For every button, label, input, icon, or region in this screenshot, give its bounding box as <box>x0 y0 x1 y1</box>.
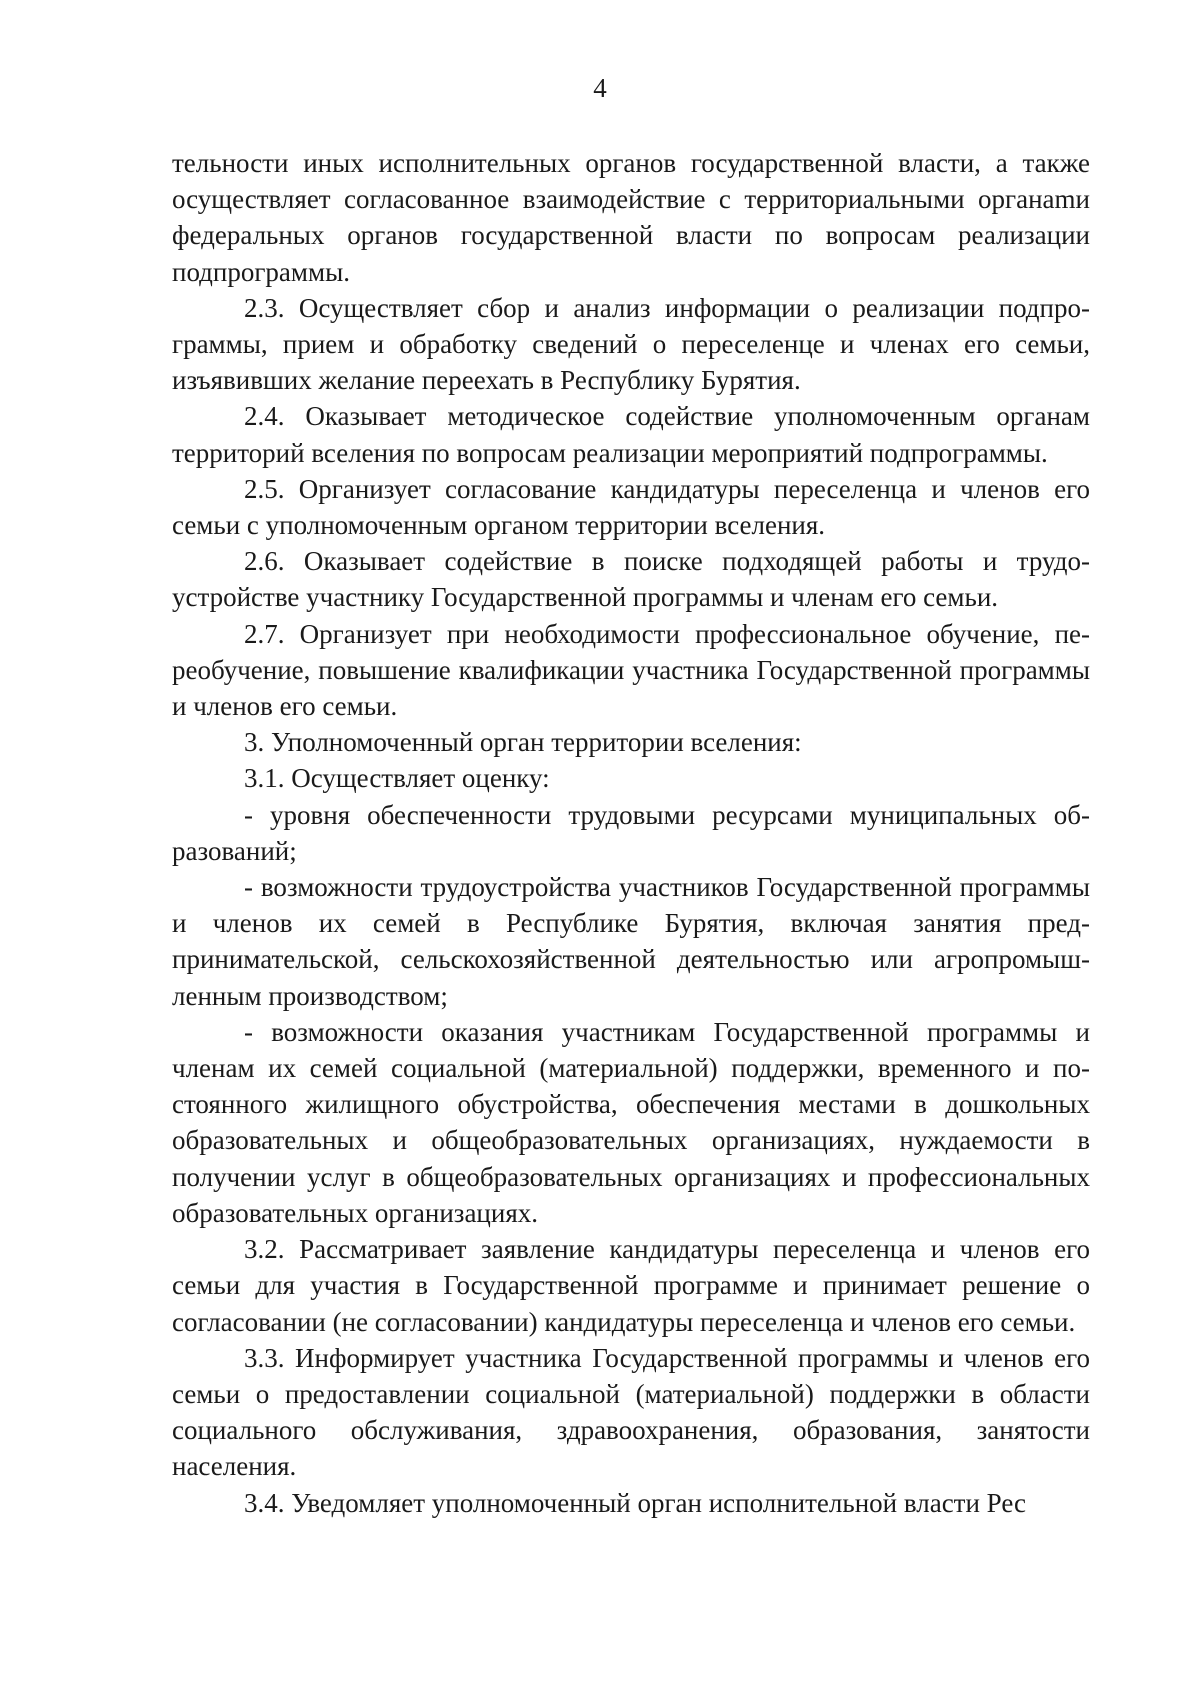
paragraph-3-3: 3.3. Информирует участника Государственной программы и членов его семьи о предоставлении социальной (материальной) поддержки в области социального обслуживания, здравоохранения, образования, занятости населения. <box>172 1342 1090 1482</box>
paragraph-2-3: 2.3. Осуществляет сбор и анализ информации о реализации подпрограммы, прием и обработку сведений о переселенце и членах его семьи, изъявивших желание переехать в Республику Бурятия. <box>172 292 1090 396</box>
paragraph-continuation: тельности иных исполнительных органов государственной власти, а также осуществляет согласованное взаимодействие с территориальными органаmи федеральных органов государственной власти по вопросам реализации подпрограммы. <box>172 148 1090 287</box>
paragraph-2-5: 2.5. Организует согласование кандидатуры переселенца и членов его семьи с уполномоченным органом территории вселения. <box>172 473 1090 541</box>
list-item-employment: - возможности трудоустройства участников Государственной программы и членов их семей в Республике Бурятия, включая занятия предпринимательской, сельскохозяйственной деятельностью или агропромышленным производством; <box>172 872 1090 1011</box>
list-item-social-support: - возможности оказания участникам Государственной программы и членам их семей социальной (материальной) поддержки, временного и постоянного жилищного обустройства, обеспечения местами в дошкольных образовательных и общеобразовательных организациях, нуждаемости в получении услуг в общеобразовательных организациях и профессиональных образовательных организациях. <box>172 1016 1090 1228</box>
paragraph-3-heading: 3. Уполномоченный орган территории вселения: <box>244 727 802 758</box>
paragraph-3-2: 3.2. Рассматривает заявление кандидатуры переселенца и членов его семьи для участия в Государственной программе и принимает решение о согласовании (не согласовании) кандидатуры переселенца и членов его семьи. <box>172 1234 1090 1337</box>
list-item-labour-resources: - уровня обеспеченности трудовыми ресурсами муниципальных образований; <box>172 799 1090 866</box>
paragraph-3-4: 3.4. Уведомляет уполномоченный орган исполнительной власти Рес <box>244 1487 1026 1518</box>
paragraph-2-6: 2.6. Оказывает содействие в поиске подходящей работы и трудоустройстве участнику Государственной программы и членам его семьи. <box>172 546 1090 613</box>
document-body <box>172 145 1090 1521</box>
paragraph-2-4: 2.4. Оказывает методическое содействие уполномоченным органам территорий вселения по вопросам реализации мероприятий подпрограммы. <box>172 401 1090 468</box>
paragraph-2-7: 2.7. Организует при необходимости профессиональное обучение, переобучение, повышение квалификации участника Государственной программы и членов его семьи. <box>172 618 1090 722</box>
page-number: 4 <box>593 73 607 103</box>
paragraph-3-1: 3.1. Осуществляет оценку: <box>244 763 550 794</box>
